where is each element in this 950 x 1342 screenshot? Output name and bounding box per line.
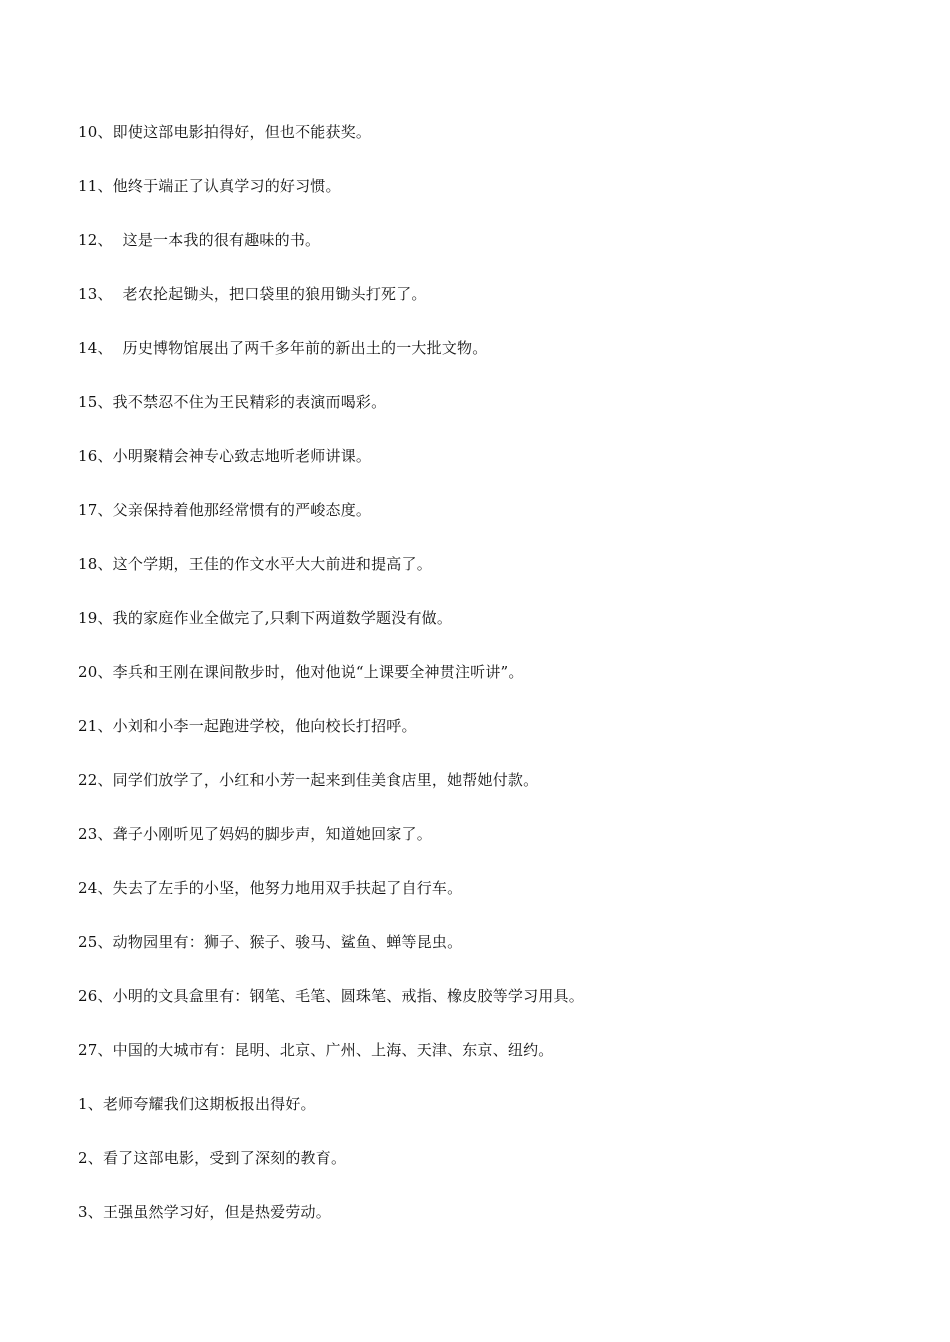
- sentence-item: 16、小明聚精会神专心致志地听老师讲课。: [78, 447, 372, 465]
- sentence-item: 12、 这是一本我的很有趣味的书。: [78, 231, 321, 249]
- sentence-item: 19、我的家庭作业全做完了,只剩下两道数学题没有做。: [78, 609, 453, 627]
- sentence-item: 1、老师夸耀我们这期板报出得好。: [78, 1095, 316, 1113]
- sentence-item: 27、中国的大城市有：昆明、北京、广州、上海、天津、东京、纽约。: [78, 1041, 554, 1059]
- sentence-item: 25、动物园里有：狮子、猴子、骏马、鲨鱼、蝉等昆虫。: [78, 933, 463, 951]
- sentence-list: [78, 117, 898, 1251]
- sentence-item: 21、小刘和小李一起跑进学校，他向校长打招呼。: [78, 717, 417, 735]
- sentence-item: 26、小明的文具盒里有：钢笔、毛笔、圆珠笔、戒指、橡皮胶等学习用具。: [78, 987, 584, 1005]
- sentence-item: 20、李兵和王刚在课间散步时，他对他说“上课要全神贯注听讲”。: [78, 663, 524, 681]
- sentence-item: 3、王强虽然学习好，但是热爱劳动。: [78, 1203, 331, 1221]
- sentence-item: 10、即使这部电影拍得好，但也不能获奖。: [78, 123, 372, 141]
- sentence-item: 13、 老农抡起锄头，把口袋里的狼用锄头打死了。: [78, 285, 427, 303]
- sentence-item: 18、这个学期，王佳的作文水平大大前进和提高了。: [78, 555, 432, 573]
- sentence-item: 22、同学们放学了，小红和小芳一起来到佳美食店里，她帮她付款。: [78, 771, 539, 789]
- sentence-item: 11、他终于端正了认真学习的好习惯。: [78, 177, 341, 195]
- sentence-item: 24、失去了左手的小坚，他努力地用双手扶起了自行车。: [78, 879, 463, 897]
- sentence-item: 17、父亲保持着他那经常惯有的严峻态度。: [78, 501, 372, 519]
- sentence-item: 15、我不禁忍不住为王民精彩的表演而喝彩。: [78, 393, 387, 411]
- sentence-item: 23、聋子小刚听见了妈妈的脚步声，知道她回家了。: [78, 825, 432, 843]
- sentence-item: 14、 历史博物馆展出了两千多年前的新出土的一大批文物。: [78, 339, 488, 357]
- sentence-item: 2、看了这部电影，受到了深刻的教育。: [78, 1149, 347, 1167]
